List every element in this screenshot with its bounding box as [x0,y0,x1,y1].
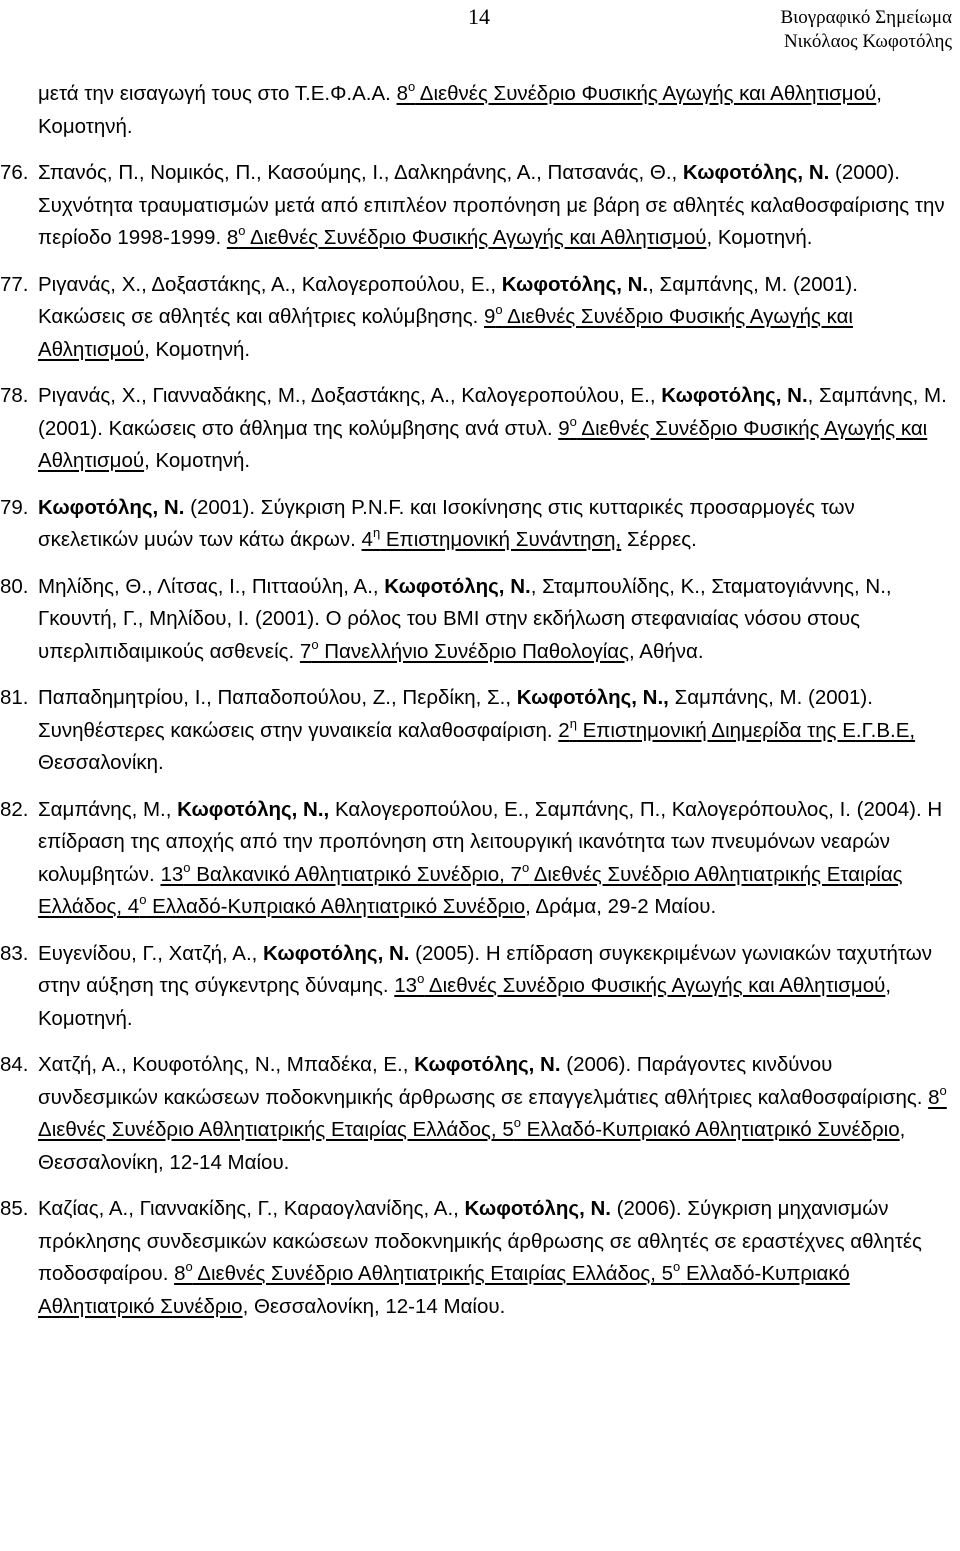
header-author: Νικόλαος Κωφοτόλης [783,31,952,52]
list-item-83: 83. Ευγενίδου, Γ., Χατζή, Α., Κωφοτόλης, Ν. (2005). Η επίδραση συγκεκριμένων γωνιακών ταχυτήτων στην αύξηση της σύγκεντρης δύναμης. $13^o$ Διεθνές Συνέδριο Φυσικής Αγωγής και Αθλητισμού, Κομοτηνή. [0,938,948,1036]
list-item-81: 81. Παπαδημητρίου, Ι., Παπαδοπούλου, Ζ., Περδίκη, Σ., Κωφοτόλης, Ν., Σαμπάνης, Μ. (2001). Συνηθέστερες κακώσεις στην γυναικεία καλαθοσφαίριση. $2^\eta$ Επιστημονική Διημερίδα της Ε.Γ.Β.Ε, Θεσσαλονίκη. [0,682,948,780]
item-number: 76. [0,161,29,184]
list-item-78: 78. Ριγανάς, Χ., Γιανναδάκης, Μ., Δοξαστάκης, Α., Καλογεροπούλου, Ε., Κωφοτόλης, Ν., Σαμπάνης, Μ. (2001). Κακώσεις στο άθλημα της κολύμβησης ανά στυλ. $9^o$ Διεθνές Συνέδριο Φυσικής Αγωγής και Αθλητισμού, Κομοτηνή. [0,380,948,478]
list-item-85: 85. Καζίας, Α., Γιαννακίδης, Γ., Καραογλανίδης, Α., Κωφοτόλης, Ν. (2006). Σύγκριση μηχανισμών πρόκλησης συνδεσμικών κακώσεων ποδοκνημικής άρθρωσης σε αθλητές σε εραστέχνες αθλητές ποδοσφαίρου. $8^o$ Διεθνές Συνέδριο Αθλητιατρικής Εταιρίας Ελλάδος, $5^o$ Ελλαδό-Κυπριακό Αθλητιατρικό Συνέδριο, Θεσσαλονίκη, 12-14 Μαίου. [0,1193,948,1323]
item-number: 81. [0,686,29,709]
conference-link: $4^\eta$ Επιστημονική Συνάντηση, [361,525,622,551]
item-number: 84. [0,1053,29,1076]
page-number: 14 [468,4,490,29]
list-item-76: 76. Σπανός, Π., Νομικός, Π., Κασούμης, Ι., Δαλκηράνης, Α., Πατσανάς, Θ., Κωφοτόλης, Ν. (2000). Συχνότητα τραυματισμών μετά από επιπλέον προπόνηση με βάρη σε αθλητές καλαθοσφαίρισης την περίοδο 1998-1999. $8^o$ Διεθνές Συνέδριο Φυσικής Αγωγής και Αθλητισμού, Κομοτηνή. [0,157,948,255]
conference-link: $9^o$ Διεθνές Συνέδριο Φυσικής Αγωγής και Αθλητισμού [38,413,928,472]
document-header [780,6,952,54]
item-number: 83. [0,941,29,965]
conference-link: $13^o$ Διεθνές Συνέδριο Φυσικής Αγωγής και Αθλητισμού [394,971,886,997]
conference-link: $2^\eta$ Επιστημονική Διημερίδα της Ε.Γ.Β.Ε, [558,715,916,742]
header-title: Βιογραφικό Σημείωμα [780,7,952,28]
item-number: 79. [0,495,29,519]
item-number: 78. [0,384,29,407]
list-item-77: 77. Ριγανάς, Χ., Δοξαστάκης, Α., Καλογεροπούλου, Ε., Κωφοτόλης, Ν., Σαμπάνης, Μ. (2001). Κακώσεις σε αθλητές και αθλήτριες κολύμβησης. $9^o$ Διεθνές Συνέδριο Φυσικής Αγωγής και Αθλητισμού, Κομοτηνή. [0,269,948,367]
conference-link: $7^o$ Πανελλήνιο Συνέδριο Παθολογίας [299,636,630,663]
conference-link: $9^o$ Διεθνές Συνέδριο Φυσικής Αγωγής και Αθλητισμού [38,302,853,361]
conference-link: $8^o$ Διεθνές Συνέδριο Φυσικής Αγωγής και Αθλητισμού [226,223,707,249]
list-item-75-continuation: μετά την εισαγωγή τους στο Τ.Ε.Φ.Α.Α. $8^o$ Διεθνές Συνέδριο Φυσικής Αγωγής και Αθλητισμού, Κομοτηνή. [38,79,882,138]
conference-link: $8^o$ Διεθνές Συνέδριο Αθλητιατρικής Εταιρίας Ελλάδος, $5^o$ Ελλαδό-Κυπριακό Αθλητιατρικό Συνέδριο [38,1259,850,1318]
publication-list [0,78,948,1337]
conference-link: $8^o$ Διεθνές Συνέδριο Φυσικής Αγωγής και Αθλητισμού [396,79,877,105]
list-item-79: 79. Κωφοτόλης, Ν. (2001). Σύγκριση P.N.F. και Ισοκίνησης στις κυτταρικές προσαρμογές των σκελετικών μυών των κάτω άκρων. $4^\eta$ Επιστημονική Συνάντηση, Σέρρες. [0,492,948,557]
list-item-82: 82. Σαμπάνης, Μ., Κωφοτόλης, Ν., Καλογεροπούλου, Ε., Σαμπάνης, Π., Καλογερόπουλος, Ι. (2004). Η επίδραση της αποχής από την προπόνηση στη λειτουργική ικανότητα των πνευμόνων νεαρών κολυμβητών. $13^o$ Βαλκανικό Αθλητιατρικό Συνέδριο, $7^o$ Διεθνές Συνέδριο Αθλητιατρικής Εταιρίας Ελλάδος, $4^o$ Ελλαδό-Κυπριακό Αθλητιατρικό Συνέδριο, Δράμα, 29-2 Μαίου. [0,794,948,924]
item-number: 80. [0,574,29,598]
conference-link: $8^o$ Διεθνές Συνέδριο Αθλητιατρικής Εταιρίας Ελλάδος, $5^o$ Ελλαδό-Κυπριακό Αθλητιατρικό Συνέδριο [38,1082,947,1141]
item-number: 77. [0,272,29,296]
conference-link: $13^o$ Βαλκανικό Αθλητιατρικό Συνέδριο, $7^o$ Διεθνές Συνέδριο Αθλητιατρικής Εταιρίας Ελλάδος, $4^o$ Ελλαδό-Κυπριακό Αθλητιατρικό Συνέδριο [38,859,903,918]
list-item-80: 80. Μηλίδης, Θ., Λίτσας, Ι., Πιτταούλη, Α., Κωφοτόλης, Ν., Σταμπουλίδης, Κ., Σταματογιάννης, Ν., Γκουντή, Γ., Μηλίδου, Ι. (2001). Ο ρόλος του ΒΜΙ στην εκδήλωση στεφανιαίας νόσου στους υπερλιπιδαιμικούς ασθενείς. $7^o$ Πανελλήνιο Συνέδριο Παθολογίας, Αθήνα. [0,571,948,669]
item-number: 82. [0,797,29,821]
item-number: 85. [0,1197,29,1220]
list-item-84: 84. Χατζή, Α., Κουφοτόλης, Ν., Μπαδέκα, Ε., Κωφοτόλης, Ν. (2006). Παράγοντες κινδύνου συνδεσμικών κακώσεων ποδοκνημικής άρθρωσης σε επαγγελμάτιες αθλήτριες καλαθοσφαίρισης. $8^o$ Διεθνές Συνέδριο Αθλητιατρικής Εταιρίας Ελλάδος, $5^o$ Ελλαδό-Κυπριακό Αθλητιατρικό Συνέδριο, Θεσσαλονίκη, 12-14 Μαίου. [0,1049,948,1179]
